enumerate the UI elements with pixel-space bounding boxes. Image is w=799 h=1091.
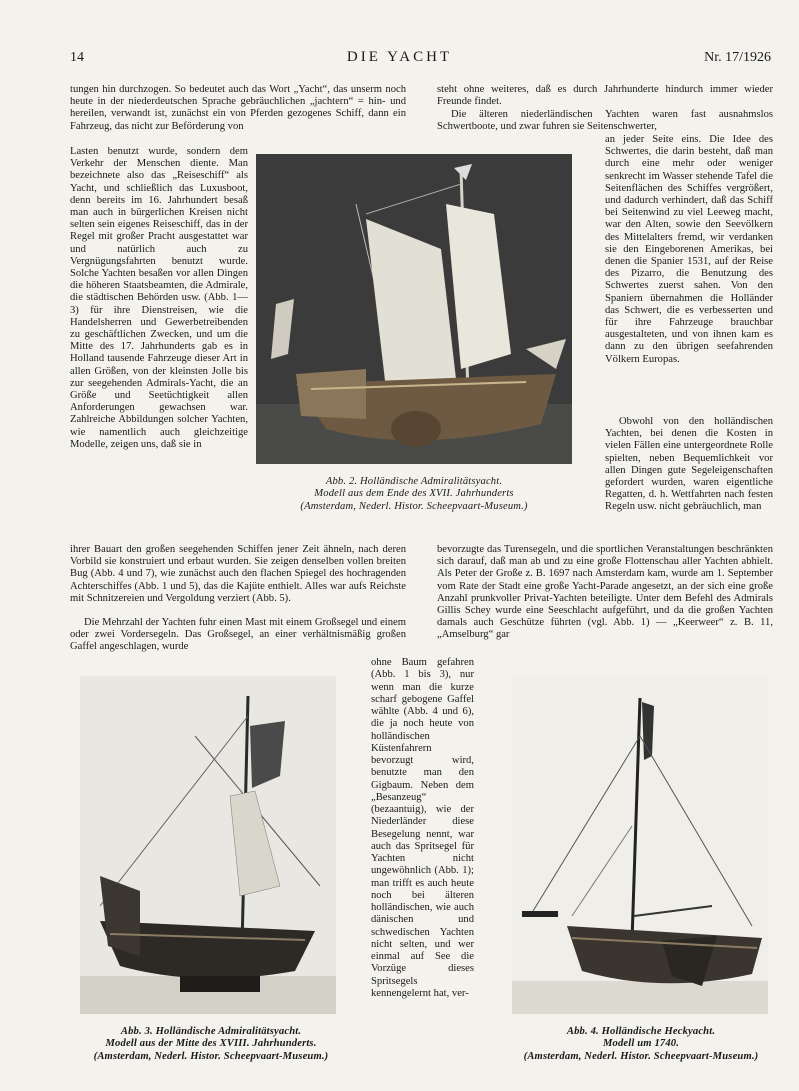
- left-bottom-text-2: Die Mehrzahl der Yachten fuhr einen Mast mit einem Großsegel und einem oder zwei Vordersegeln. Das Großsegel, an einer verhältnismäßig großen Gaffel angeschlagen, wurde: [70, 617, 406, 653]
- middle-column-text: ohne Baum gefahren (Abb. 1 bis 3), nur wenn man die kurze scharf gebogene Gaffel wählte (Abb. 4 und 6), die ja noch heute von holländischen Küstenfahrern bevorzugt wird, benutzte man den Gigbaum. Neben dem „Besanzeug“ (bezaantuig), wie der Niederländer diese Besegelung nennt, war auch das Spritsegel für Yachten nicht ungewöhnlich (Abb. 1); man trifft es auch heute noch bei älteren holländischen, wie auch dänischen und schwedischen Yachten nicht selten, und wer einmal auf See die Vorzüge dieses Spritsegels kennengelernt hat, ver-: [371, 657, 474, 999]
- left-column-top-text: tungen hin durchzogen. So bedeutet auch das Wort „Yacht“, das unserm noch heute in der niederdeutschen Sprache gebräuchlichen „jachtern“ = hin- und hereilen, verwandt ist, zunächst ein von Pferden gezogenes Schiff, dann ein Fahrzeug, das nicht zur Beförderung von: [70, 84, 406, 132]
- figure-3-caption-subtitle: Modell aus der Mitte des XVIII. Jahrhunderts.: [105, 1038, 317, 1050]
- issue-number: Nr. 17/1926: [704, 50, 771, 65]
- figure-4-photo: [512, 676, 768, 1014]
- page-number: 14: [70, 50, 84, 65]
- figure-2-photo: [256, 154, 572, 464]
- left-bottom-text-1: ihrer Bauart den großen seegehenden Schiffen jener Zeit ähneln, nach deren Vorbild sie konstruiert und erbaut wurden. Sie zeigen denselben vollen breiten Bug (Abb. 4 und 7), wie zunächst auch den flachen Spiegel des hochragenden Achterschiffes (Abb. 1 und 5), das die Kajüte enthielt. Alles war aufs Reichste mit Schnitzereien und Vergoldung verziert (Abb. 5).: [70, 544, 406, 604]
- figure-3-photo: [80, 676, 336, 1014]
- left-column-narrow-text: Lasten benutzt wurde, sondern dem Verkehr der Menschen diente. Man bezeichnete also das „Reiseschiff“ als Yacht, und schließlich das Luxusboot, denn bereits im 16. Jahrhundert besaß man auch in bürgerlichen Kreisen nicht selten sein eigenes Reiseschiff, das in der Regel mit großer Pracht ausgestattet war und natürlich auch zu Vergnügungsfahrten benutzt wurde. Solche Yachten besaßen vor allen Dingen die höheren Staatsbeamten, die Admirale, die städtischen Behörden usw. (Abb. 1—3) für ihre Dienstreisen, wie die Handelsherren und Gewerbetreibenden zu geschäftlichen Zwecken, und um die Mitte des 17. Jahrhunderts gab es in Holland tausende Fahrzeuge dieser Art in allen Größen, von der kleinsten Jolle bis zur seegehenden Admirals-Yacht, die an Größe und Seetüchtigkeit allen Anforderungen gewachsen war. Zahlreiche Abbildungen solcher Yachten, wie namentlich auch gleichzeitige Modelle, zeigen uns, daß sie in: [70, 146, 248, 450]
- admiralty-yacht-model-image: [256, 154, 572, 464]
- stern-yacht-model-image: [512, 676, 768, 1014]
- figure-2-caption: [256, 476, 572, 513]
- figure-3-caption-title: Abb. 3. Holländische Admiralitätsyacht.: [120, 1026, 302, 1037]
- figure-4-caption-subtitle: Modell um 1740.: [602, 1038, 680, 1050]
- figure-3-caption-source: (Amsterdam, Nederl. Histor. Scheepvaart-Museum.): [93, 1050, 329, 1062]
- figure-4-caption-title: Abb. 4. Holländische Heckyacht.: [566, 1026, 716, 1037]
- admiralty-yacht-18th-century-image: [80, 676, 336, 1014]
- figure-2-caption-subtitle: Modell aus dem Ende des XVII. Jahrhunderts: [314, 488, 514, 500]
- figure-4-caption-source: (Amsterdam, Nederl. Histor. Scheepvaart-Museum.): [523, 1050, 759, 1062]
- right-column-bottom-text: bevorzugte das Turensegeln, und die sportlichen Veranstaltungen beschränkten sich darauf, daß man ab und zu eine große Flottenschau aller Yachten abhielt. Als Peter der Große z. B. 1697 nach Amsterdam kam, wurde am 1. September vom Rate der Stadt eine große Yacht-Parade angesetzt, an der sich eine große Anzahl prunkvoller Privat-Yachten beteiligte. Unter dem Befehl des Admirals Gillis Schey wurde eine Seeschlacht aufgeführt, und da die großen Yachten damals auch Geschütze führten (vgl. Abb. 1) — „Keerweer“ z. B. 11, „Amselburg“ gar: [437, 544, 773, 641]
- right-column-narrow-text-1: an jeder Seite eins. Die Idee des Schwertes, die darin besteht, daß man durch eine mehr oder weniger senkrecht im Wasser stehende Tafel die Seitenflächen des Schiffes vergrößert, und dadurch verhindert, daß das Schiff bei Seitenwind zu viel Leeweg macht, war den Alten, sowie den Seevölkern des Mittelalters fremd, wir verdanken sie den Eingeborenen Amerikas, bei denen die Spanier 1531, auf der Reise des Pizarro, die Benutzung des Schwertes zuerst sahen. Von den Spaniern übernahmen die Holländer das Schwert, die es verbesserten und für ihre Fahrzeuge brauchbar ausgestalteten, und von ihnen kam es dann zu den übrigen seefahrenden Völkern Europas.: [605, 134, 773, 365]
- right-column-narrow-text-2: Obwohl von den holländischen Yachten, bei denen die Kosten in vielen Fällen eine untergeordnete Rolle spielten, neben Bequemlichkeit vor allen Dingen gute Segeleigenschaften gefordert wurden, waren eigentliche Regatten, d. h. Wettfahrten nach festen Regeln usw. nicht gebräuchlich, man: [605, 416, 773, 513]
- right-column-top-text-1: steht ohne weiteres, daß es durch Jahrhunderte hindurch immer wieder Freunde findet.: [437, 84, 773, 108]
- figure-2-caption-title: Abb. 2. Holländische Admiralitätsyacht.: [325, 476, 503, 487]
- journal-title: DIE YACHT: [346, 49, 453, 65]
- figure-3-caption: [64, 1026, 358, 1063]
- figure-4-caption: [496, 1026, 786, 1063]
- right-column-top-text-2: Die älteren niederländischen Yachten waren fast ausnahmslos Schwertboote, und zwar fuhren sie Seitenschwerter,: [437, 109, 773, 133]
- figure-2-caption-source: (Amsterdam, Nederl. Histor. Scheepvaart-Museum.): [300, 500, 528, 512]
